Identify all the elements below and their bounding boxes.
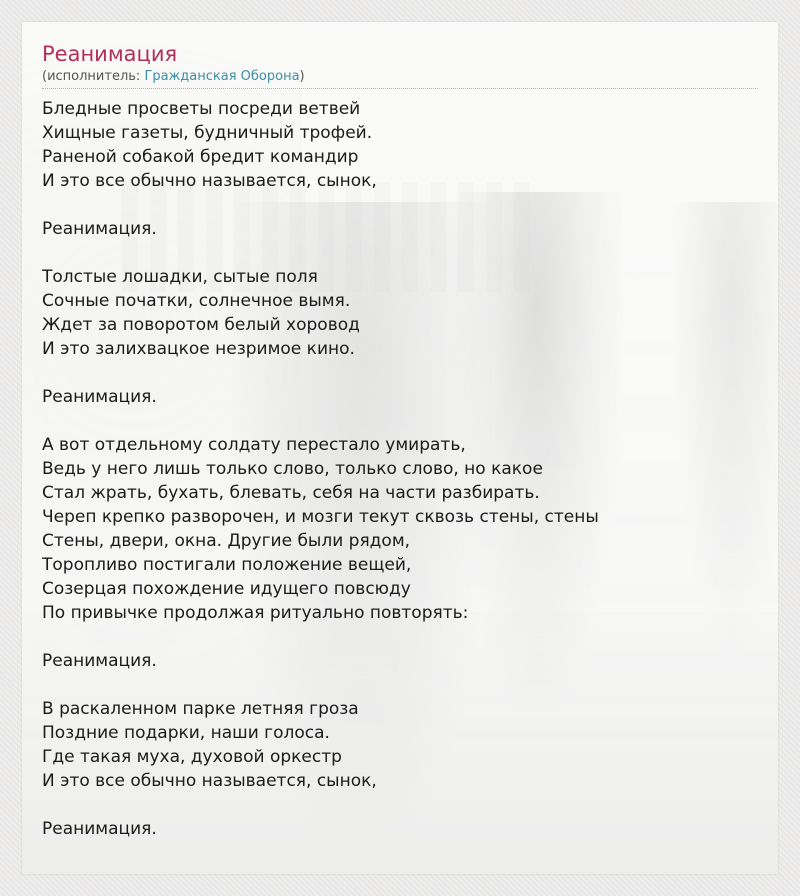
stanza [42,433,758,625]
lyric-line: А вот отдельному солдату перестало умирать, [42,435,466,455]
lyrics-card [22,22,778,874]
stanza-gap [42,793,758,817]
stanza-gap [42,409,758,433]
lyric-line: Торопливо постигали положение вещей, [42,555,412,575]
lyric-line: Стены, двери, окна. Другие были рядом, [42,531,411,551]
lyric-line: Реанимация. [42,651,157,671]
lyric-line: Ждет за поворотом белый хоровод [42,315,360,335]
artist-link[interactable]: Гражданская Оборона [144,69,300,84]
title-separator [42,88,758,89]
stanza-gap [42,625,758,649]
artist-line [42,68,758,86]
stanza-gap [42,241,758,265]
lyric-line: Раненой собакой бредит командир [42,147,359,167]
lyric-line: Толстые лошадки, сытые поля [42,267,318,287]
lyric-line: Реанимация. [42,387,157,407]
stanza [42,697,758,793]
stanza-gap [42,361,758,385]
stanza [42,97,758,193]
lyric-line: Поздние подарки, наши голоса. [42,723,330,743]
lyric-line: И это все обычно называется, сынок, [42,171,377,191]
stanza [42,385,758,409]
lyric-line: Реанимация. [42,219,157,239]
lyric-line: Где такая муха, духовой оркестр [42,747,342,767]
lyric-line: Череп крепко разворочен, и мозги текут сквозь стены, стены [42,507,599,527]
song-title: Реанимация [42,42,178,66]
lyric-line: По привычке продолжая ритуально повторять: [42,603,469,623]
lyric-line: Ведь у него лишь только слово, только слово, но какое [42,459,543,479]
artist-prefix: (исполнитель: [42,69,145,84]
stanza [42,817,758,841]
content [22,22,778,841]
lyric-line: Реанимация. [42,819,157,839]
stanza [42,217,758,241]
lyric-line: Сочные початки, солнечное вымя. [42,291,351,311]
lyric-line: И это все обычно называется, сынок, [42,771,377,791]
artist-suffix: ) [299,69,305,84]
lyric-line: Стал жрать, бухать, блевать, себя на части разбирать. [42,483,540,503]
lyric-line: Созерцая похождение идущего повсюду [42,579,411,599]
lyric-line: В раскаленном парке летняя гроза [42,699,359,719]
lyric-line: Бледные просветы посреди ветвей [42,99,361,119]
lyric-line: И это залихвацкое незримое кино. [42,339,355,359]
lyric-line: Хищные газеты, будничный трофей. [42,123,373,143]
stanza-gap [42,193,758,217]
stanza-gap [42,673,758,697]
lyrics [42,97,758,841]
stanza [42,649,758,673]
stanza [42,265,758,361]
